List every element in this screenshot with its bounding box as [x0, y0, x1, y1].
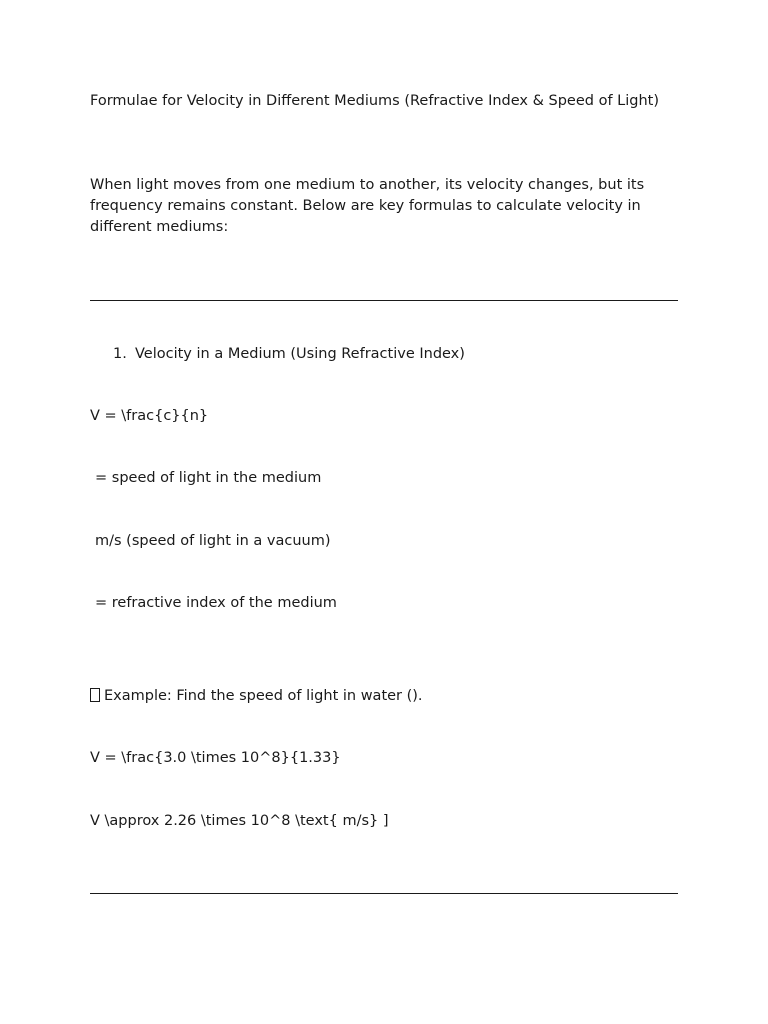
definition-light-speed: m/s (speed of light in a vacuum)	[95, 533, 331, 549]
example-formula: V = \frac{3.0 \times 10^8}{1.33}	[90, 750, 341, 766]
list-number: 1.	[113, 346, 127, 362]
missing-glyph-icon	[90, 688, 100, 702]
horizontal-divider	[90, 300, 678, 301]
example-text: Example: Find the speed of light in water ().	[104, 688, 423, 704]
example-line	[90, 686, 423, 707]
intro-paragraph: When light moves from one medium to another, its velocity changes, but its frequency remains constant. Below are key formulas to calculate velocity in different mediums:	[90, 177, 645, 235]
definition-refractive-index: = refractive index of the medium	[95, 595, 337, 611]
velocity-formula: V = \frac{c}{n}	[90, 408, 209, 424]
section-heading	[113, 344, 465, 365]
example-result: V \approx 2.26 \times 10^8 \text{ m/s} ]	[90, 813, 389, 829]
document-title: Formulae for Velocity in Different Mediums (Refractive Index & Speed of Light)	[90, 93, 660, 109]
section-heading-text: Velocity in a Medium (Using Refractive Index)	[135, 346, 465, 362]
horizontal-divider-bottom	[90, 893, 678, 894]
definition-velocity: = speed of light in the medium	[95, 470, 322, 486]
